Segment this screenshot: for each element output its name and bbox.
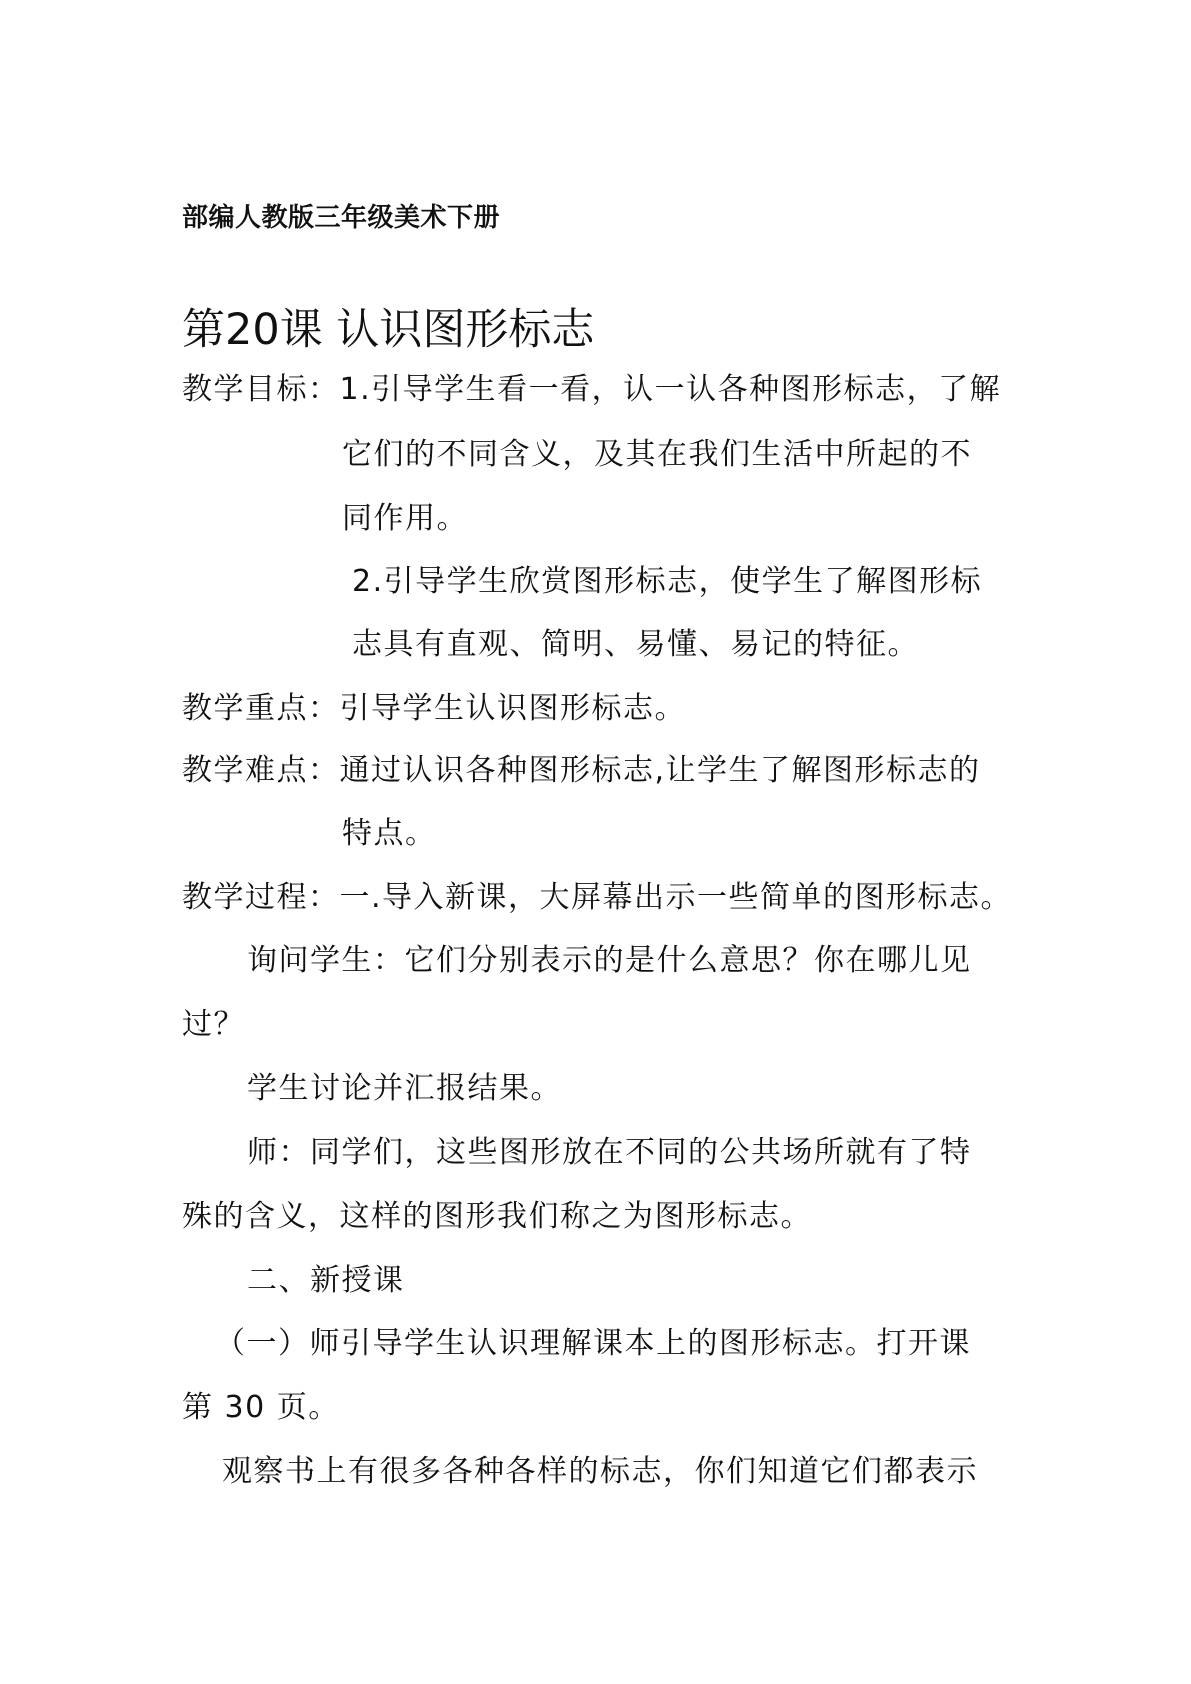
text-line: （一）师引导学生认识理解课本上的图形标志。打开课 [215,1326,971,1361]
document-subtitle: 部编人教版三年级美术下册 [182,203,501,233]
text-line: 教学目标：1.引导学生看一看，认一认各种图形标志，了解 [182,372,1002,407]
text-line: 特点。 [342,816,437,851]
text-line: 观察书上有很多各种各样的标志，你们知道它们都表示 [222,1454,978,1489]
text-line: 2.引导学生欣赏图形标志，使学生了解图形标 [352,564,983,599]
text-line: 它们的不同含义，及其在我们生活中所起的不 [342,437,972,472]
text-line: 教学重点：引导学生认识图形标志。 [182,691,686,726]
text-line: 学生讨论并汇报结果。 [247,1071,562,1106]
text-line: 过？ [182,1007,245,1042]
text-line: 志具有直观、简明、易懂、易记的特征。 [352,627,919,662]
text-line: 同作用。 [342,501,468,536]
text-line: 教学过程：一.导入新课，大屏幕出示一些简单的图形标志。 [182,880,1013,915]
lesson-title: 第20课 认识图形标志 [182,305,595,355]
text-line: 殊的含义，这样的图形我们称之为图形标志。 [182,1199,812,1234]
text-line: 询问学生：它们分别表示的是什么意思？你在哪儿见 [247,943,972,978]
text-line: 师：同学们，这些图形放在不同的公共场所就有了特 [247,1135,972,1170]
text-line: 二、新授课 [247,1263,405,1298]
text-line: 教学难点：通过认识各种图形标志,让学生了解图形标志的 [182,753,981,788]
text-line: 第 30 页。 [182,1390,340,1425]
